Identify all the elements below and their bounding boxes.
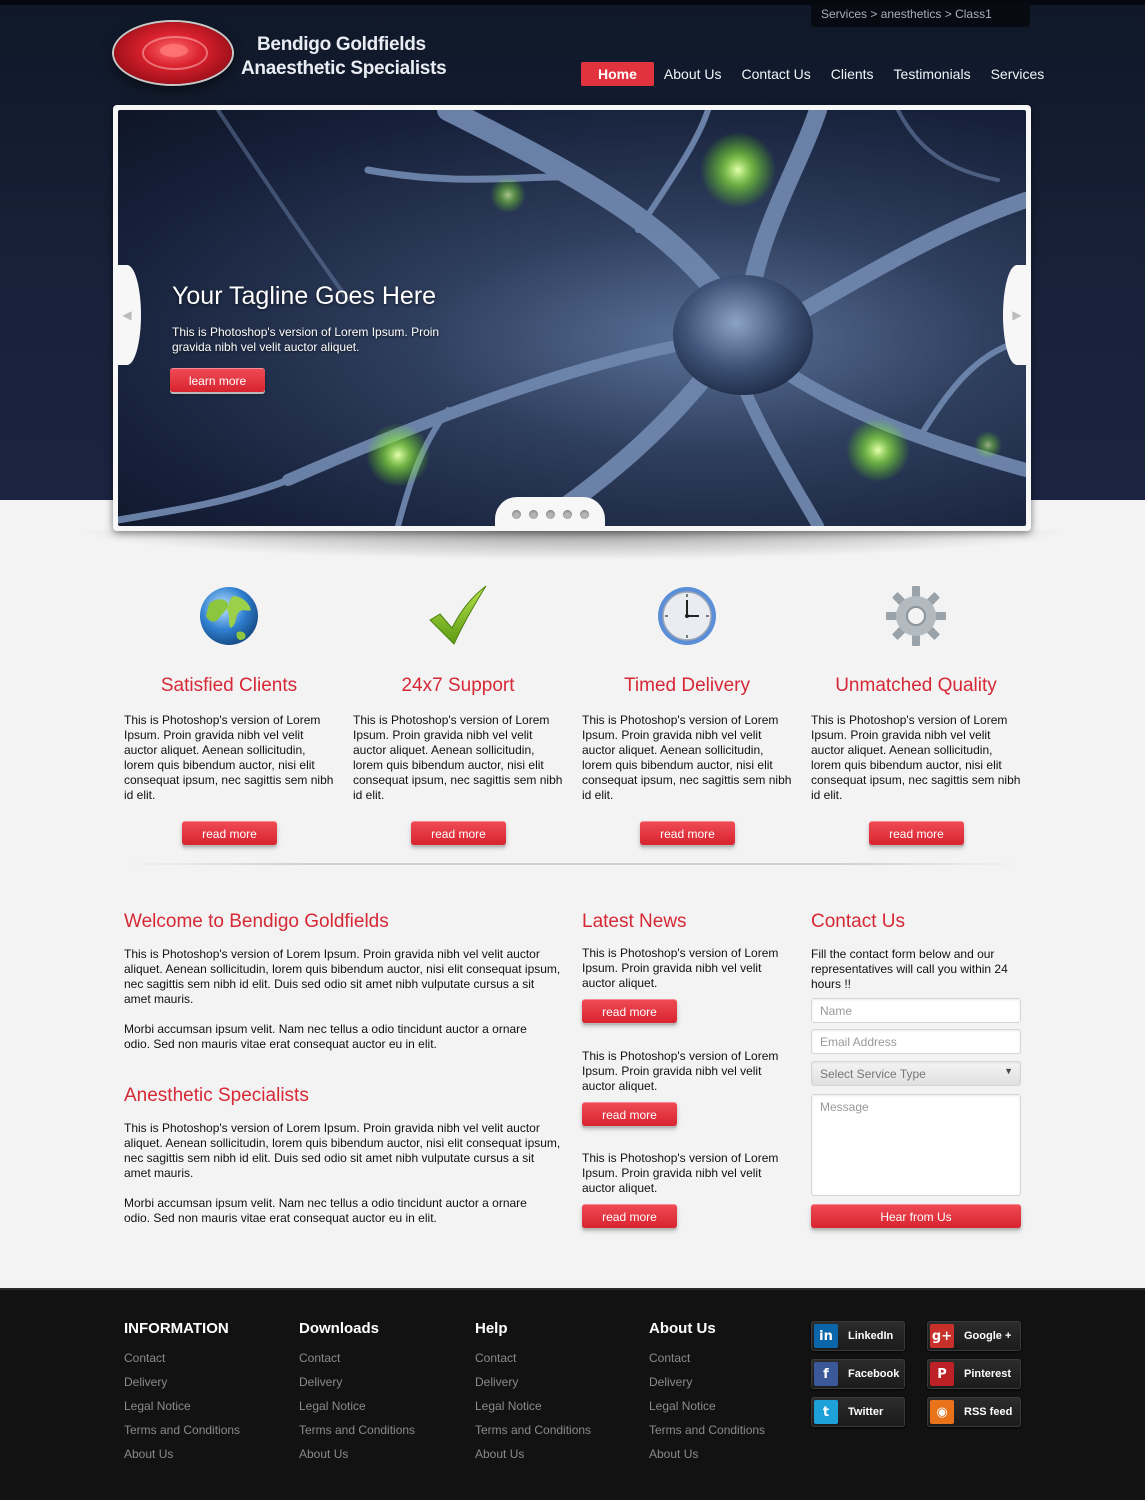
footer-link[interactable]: Delivery xyxy=(649,1375,693,1389)
feature-satisfied-clients xyxy=(124,580,334,845)
footer-link[interactable]: Terms and Conditions xyxy=(475,1423,592,1437)
breadcrumb[interactable]: Services > anesthetics > Class1 xyxy=(811,3,1030,27)
hero-slider xyxy=(113,105,1031,531)
read-more-button[interactable]: read more xyxy=(182,821,277,845)
social-google-plus-button[interactable] xyxy=(927,1321,1021,1351)
welcome-title: Welcome to Bendigo Goldfields xyxy=(124,911,389,932)
name-input[interactable]: Name xyxy=(811,998,1021,1023)
clock-icon xyxy=(655,584,719,648)
footer-link[interactable]: Delivery xyxy=(475,1375,519,1389)
footer-column-information xyxy=(124,1320,240,1471)
news-read-more-button[interactable]: read more xyxy=(582,1204,677,1228)
slider-shadow xyxy=(70,530,1075,560)
logo-text-line1: Bendigo Goldfields xyxy=(257,34,426,55)
social-twitter-button[interactable] xyxy=(811,1397,905,1427)
nav-testimonials[interactable]: Testimonials xyxy=(893,66,971,82)
contact-title: Contact Us xyxy=(811,911,905,932)
feature-24x7-support xyxy=(353,580,563,845)
anesthetic-title: Anesthetic Specialists xyxy=(124,1085,309,1106)
footer-link[interactable]: About Us xyxy=(124,1447,174,1461)
slide-tagline: Your Tagline Goes Here xyxy=(172,282,437,310)
footer-column-title: About Us xyxy=(649,1320,716,1337)
footer xyxy=(0,1288,1145,1500)
twitter-icon: t xyxy=(814,1400,838,1424)
slide-image xyxy=(118,110,1026,526)
facebook-icon: f xyxy=(814,1362,838,1386)
checkmark-icon xyxy=(426,584,490,648)
social-pinterest-button[interactable] xyxy=(927,1359,1021,1389)
footer-link[interactable]: About Us xyxy=(475,1447,525,1461)
slider-dot[interactable] xyxy=(529,510,538,519)
social-label: LinkedIn xyxy=(848,1330,894,1342)
social-linkedin-button[interactable] xyxy=(811,1321,905,1351)
feature-text: This is Photoshop's version of Lorem Ipsum. Proin gravida nibh vel velit auctor aliquet. Aenean sollicitudin, lorem quis bibendum auctor, nisi elit consequat ipsum, nec sagittis sem nibh id elit. xyxy=(353,713,563,802)
slider-dot[interactable] xyxy=(546,510,555,519)
feature-text: This is Photoshop's version of Lorem Ipsum. Proin gravida nibh vel velit auctor aliquet. Aenean sollicitudin, lorem quis bibendum auctor, nisi elit consequat ipsum, nec sagittis sem nibh id elit. xyxy=(811,713,1021,802)
nav-about-us[interactable]: About Us xyxy=(663,66,722,82)
footer-link[interactable]: Legal Notice xyxy=(475,1399,542,1413)
neuron-illustration xyxy=(118,110,1026,526)
nav-home[interactable]: Home xyxy=(581,62,654,86)
read-more-button[interactable]: read more xyxy=(640,821,735,845)
news-title: Latest News xyxy=(582,911,687,932)
slider-pagination xyxy=(495,497,605,527)
chevron-down-icon: ▼ xyxy=(1004,1066,1013,1076)
footer-link[interactable]: Delivery xyxy=(299,1375,343,1389)
rss-icon: ◉ xyxy=(930,1400,954,1424)
slider-dot[interactable] xyxy=(580,510,589,519)
slider-next-arrow-icon[interactable]: ▶ xyxy=(1003,265,1031,365)
footer-column-downloads xyxy=(299,1320,415,1471)
logo-emblem-icon xyxy=(114,22,232,84)
service-type-selected: Select Service Type xyxy=(820,1067,926,1081)
anesthetic-paragraph-1: This is Photoshop's version of Lorem Ipsum. Proin gravida nibh vel velit auctor aliquet. Aenean sollicitudin, lorem quis bibendum auctor, nisi elit consequat ipsum, nec sagittis sem nibh id elit. Duis sed odio sit amet nibh vulputate cursus a sit amet mauris. xyxy=(124,1121,561,1180)
social-label: Twitter xyxy=(848,1406,884,1418)
footer-column-help xyxy=(475,1320,591,1471)
hear-from-us-button[interactable]: Hear from Us xyxy=(811,1204,1021,1228)
social-label: Google + xyxy=(964,1330,1012,1342)
slide-description: This is Photoshop's version of Lorem Ipsum. Proin gravida nibh vel velit auctor aliquet. xyxy=(172,325,440,354)
footer-link[interactable]: Terms and Conditions xyxy=(299,1423,416,1437)
footer-link[interactable]: About Us xyxy=(649,1447,699,1461)
nav-services[interactable]: Services xyxy=(990,66,1045,82)
read-more-button[interactable]: read more xyxy=(869,821,964,845)
pinterest-icon: P xyxy=(930,1362,954,1386)
news-item-text: This is Photoshop's version of Lorem Ipsum. Proin gravida nibh vel velit auctor aliquet. xyxy=(582,946,779,990)
welcome-paragraph-2: Morbi accumsan ipsum velit. Nam nec tellus a odio tincidunt auctor a ornare odio. Sed non mauris vitae erat consequat auctor eu in elit. xyxy=(124,1022,527,1051)
footer-link[interactable]: Terms and Conditions xyxy=(124,1423,241,1437)
footer-link[interactable]: Legal Notice xyxy=(124,1399,191,1413)
footer-link[interactable]: Contact xyxy=(299,1351,341,1365)
globe-icon xyxy=(197,584,261,648)
social-label: Pinterest xyxy=(964,1368,1012,1380)
footer-link[interactable]: About Us xyxy=(299,1447,349,1461)
footer-link[interactable]: Legal Notice xyxy=(299,1399,366,1413)
footer-link[interactable]: Contact xyxy=(475,1351,517,1365)
footer-link[interactable]: Contact xyxy=(124,1351,166,1365)
news-read-more-button[interactable]: read more xyxy=(582,1102,677,1126)
footer-column-title: Downloads xyxy=(299,1320,380,1337)
social-rss-button[interactable] xyxy=(927,1397,1021,1427)
social-label: RSS feed xyxy=(964,1406,1013,1418)
social-facebook-button[interactable] xyxy=(811,1359,905,1389)
footer-link[interactable]: Delivery xyxy=(124,1375,168,1389)
logo[interactable] xyxy=(114,20,447,90)
nav-contact-us[interactable]: Contact Us xyxy=(741,66,811,82)
footer-link[interactable]: Terms and Conditions xyxy=(649,1423,766,1437)
news-item-text: This is Photoshop's version of Lorem Ipsum. Proin gravida nibh vel velit auctor aliquet. xyxy=(582,1049,779,1093)
google-plus-icon: g+ xyxy=(930,1324,954,1348)
message-textarea[interactable]: Message xyxy=(811,1094,1021,1196)
slider-dot[interactable] xyxy=(563,510,572,519)
social-label: Facebook xyxy=(848,1368,900,1380)
logo-text-line2: Anaesthetic Specialists xyxy=(241,58,447,79)
footer-link[interactable]: Contact xyxy=(649,1351,691,1365)
linkedin-icon: in xyxy=(814,1324,838,1348)
main-nav xyxy=(581,61,1044,87)
footer-column-title: Help xyxy=(475,1320,508,1337)
news-item-text: This is Photoshop's version of Lorem Ipsum. Proin gravida nibh vel velit auctor aliquet. xyxy=(582,1151,779,1195)
feature-text: This is Photoshop's version of Lorem Ipsum. Proin gravida nibh vel velit auctor aliquet. Aenean sollicitudin, lorem quis bibendum auctor, nisi elit consequat ipsum, nec sagittis sem nibh id elit. xyxy=(582,713,792,802)
feature-timed-delivery xyxy=(582,580,792,845)
feature-title: 24x7 Support xyxy=(401,675,515,696)
feature-title: Satisfied Clients xyxy=(160,675,298,696)
feature-title: Unmatched Quality xyxy=(835,675,997,696)
service-type-select[interactable] xyxy=(811,1061,1021,1086)
feature-unmatched-quality xyxy=(811,580,1021,845)
gear-icon xyxy=(884,584,948,648)
anesthetic-paragraph-2: Morbi accumsan ipsum velit. Nam nec tellus a odio tincidunt auctor a ornare odio. Sed non mauris vitae erat consequat auctor eu in elit. xyxy=(124,1196,527,1225)
nav-clients[interactable]: Clients xyxy=(830,66,874,82)
news-read-more-button[interactable]: read more xyxy=(582,999,677,1023)
feature-title: Timed Delivery xyxy=(624,675,750,696)
section-divider xyxy=(125,863,1020,865)
read-more-button[interactable]: read more xyxy=(411,821,506,845)
footer-column-title: INFORMATION xyxy=(124,1320,229,1337)
learn-more-button[interactable]: learn more xyxy=(170,368,265,392)
email-input[interactable]: Email Address xyxy=(811,1029,1021,1054)
contact-intro: Fill the contact form below and our representatives will call you within 24 hours !! xyxy=(811,947,1008,991)
footer-link[interactable]: Legal Notice xyxy=(649,1399,716,1413)
welcome-paragraph-1: This is Photoshop's version of Lorem Ipsum. Proin gravida nibh vel velit auctor aliquet. Aenean sollicitudin, lorem quis bibendum auctor, nisi elit consequat ipsum, nec sagittis sem nibh id elit. Duis sed odio sit amet nibh vulputate cursus a sit amet mauris. xyxy=(124,947,561,1006)
footer-column-about-us xyxy=(649,1320,765,1471)
feature-text: This is Photoshop's version of Lorem Ipsum. Proin gravida nibh vel velit auctor aliquet. Aenean sollicitudin, lorem quis bibendum auctor, nisi elit consequat ipsum, nec sagittis sem nibh id elit. xyxy=(124,713,334,802)
slider-dot[interactable] xyxy=(512,510,521,519)
slider-prev-arrow-icon[interactable]: ◀ xyxy=(113,265,141,365)
